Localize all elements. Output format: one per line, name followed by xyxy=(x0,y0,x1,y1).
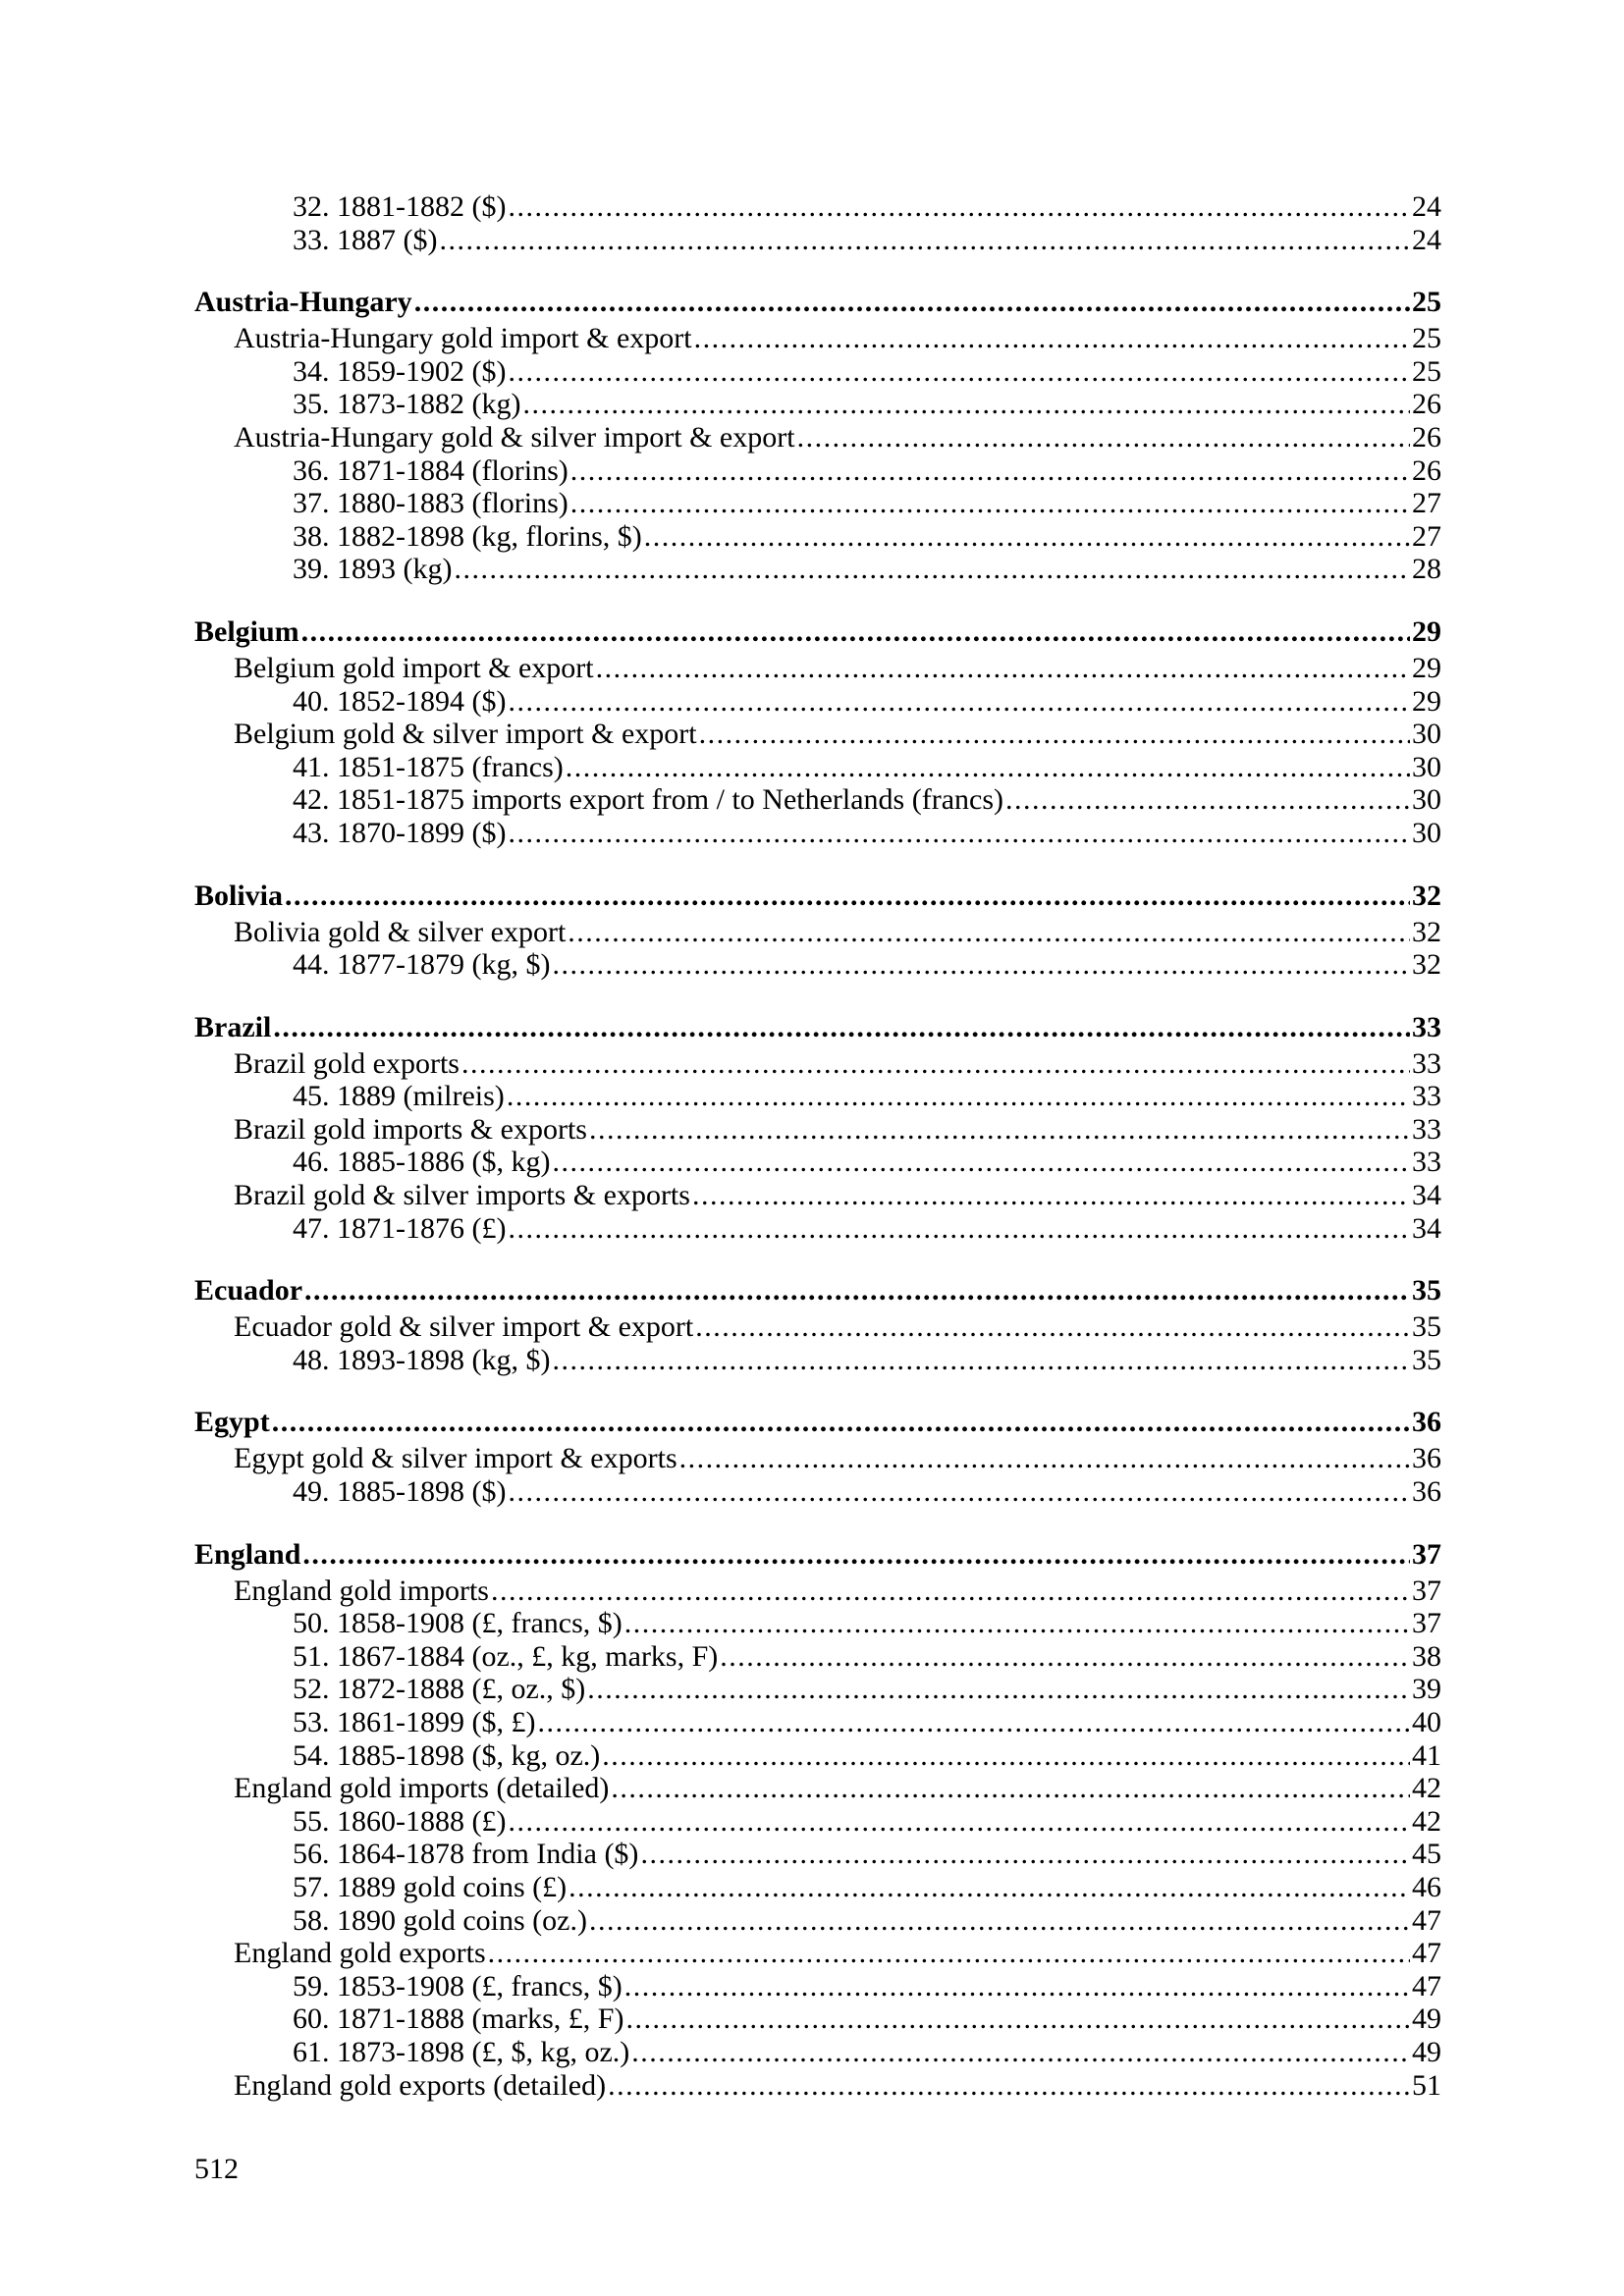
dot-leader xyxy=(570,487,1410,520)
dot-leader xyxy=(273,1010,1410,1045)
toc-entry-page-number: 33 xyxy=(1412,1080,1441,1113)
toc-entry-label: 57. 1889 gold coins (£) xyxy=(293,1870,568,1903)
dot-leader xyxy=(1005,783,1410,817)
toc-entry-page-number: 25 xyxy=(1412,322,1441,355)
toc-entry-page-number: 33 xyxy=(1412,1046,1441,1080)
toc-entry-page-number: 24 xyxy=(1412,223,1441,256)
toc-entry-page-number: 37 xyxy=(1412,1574,1441,1607)
dot-leader xyxy=(304,1273,1410,1308)
toc-table-entry xyxy=(194,1706,1441,1739)
toc-entry-page-number: 47 xyxy=(1412,1903,1441,1937)
toc-entry-label: Brazil gold imports & exports xyxy=(234,1112,587,1146)
toc-entry-page-number: 37 xyxy=(1412,1607,1441,1640)
toc-entry-label: Belgium xyxy=(194,614,299,648)
toc-entry-label: 41. 1851-1875 (francs) xyxy=(293,750,564,783)
toc-entry-label: 44. 1877-1879 (kg, $) xyxy=(293,948,551,982)
toc-table-entry xyxy=(194,1146,1441,1179)
toc-entry-page-number: 35 xyxy=(1412,1274,1441,1308)
toc-table-entry xyxy=(194,1673,1441,1706)
toc-entry-page-number: 25 xyxy=(1412,354,1441,388)
toc-table-entry xyxy=(194,224,1441,257)
toc-subsection-entry xyxy=(194,652,1441,685)
toc-subsection-entry xyxy=(194,1772,1441,1805)
toc-entry-page-number: 36 xyxy=(1412,1475,1441,1509)
toc-table-entry xyxy=(194,1607,1441,1640)
toc-entry-label: 54. 1885-1898 ($, kg, oz.) xyxy=(293,1738,601,1772)
toc-entry-page-number: 33 xyxy=(1412,1112,1441,1146)
toc-entry-page-number: 47 xyxy=(1412,1937,1441,1970)
toc-subsection-entry xyxy=(194,322,1441,355)
toc-entry-label: 38. 1882-1898 (kg, florins, $) xyxy=(293,519,642,553)
dot-leader xyxy=(552,1344,1410,1377)
toc-entry-page-number: 34 xyxy=(1412,1211,1441,1245)
toc-table-entry xyxy=(194,948,1441,982)
toc-section-entry xyxy=(194,1537,1441,1573)
toc-entry-page-number: 49 xyxy=(1412,2035,1441,2068)
toc-entry-page-number: 27 xyxy=(1412,487,1441,520)
toc-entry-page-number: 49 xyxy=(1412,2002,1441,2036)
toc-entry-label: 34. 1859-1902 ($) xyxy=(293,354,507,388)
toc-entry-page-number: 33 xyxy=(1412,1146,1441,1179)
toc-entry-label: Brazil xyxy=(194,1010,272,1043)
toc-entry-page-number: 41 xyxy=(1412,1738,1441,1772)
dot-leader xyxy=(491,1575,1410,1608)
toc-entry-label: 40. 1852-1894 ($) xyxy=(293,684,507,718)
dot-leader xyxy=(570,454,1410,488)
dot-leader xyxy=(522,388,1410,421)
toc-entry-label: 36. 1871-1884 (florins) xyxy=(293,454,568,487)
dot-leader xyxy=(285,879,1410,914)
toc-entry-label: Belgium gold & silver import & export xyxy=(234,718,697,751)
toc-entry-label: 58. 1890 gold coins (oz.) xyxy=(293,1903,587,1937)
toc-entry-label: 55. 1860-1888 (£) xyxy=(293,1804,507,1838)
toc-entry-label: 43. 1870-1899 ($) xyxy=(293,816,507,849)
toc-entry-page-number: 39 xyxy=(1412,1673,1441,1706)
toc-table-entry xyxy=(194,685,1441,719)
toc-entry-label: 46. 1885-1886 ($, kg) xyxy=(293,1146,551,1179)
toc-entry-page-number: 36 xyxy=(1412,1406,1441,1439)
dot-leader xyxy=(302,1537,1410,1573)
toc-entry-page-number: 30 xyxy=(1412,783,1441,817)
toc-entry-label: 52. 1872-1888 (£, oz., $) xyxy=(293,1673,586,1706)
toc-table-entry xyxy=(194,783,1441,817)
dot-leader xyxy=(720,1640,1410,1674)
dot-leader xyxy=(537,1706,1410,1739)
dot-leader xyxy=(797,421,1410,454)
toc-entry-page-number: 32 xyxy=(1412,879,1441,912)
toc-entry-page-number: 33 xyxy=(1412,1010,1441,1043)
toc-table-entry xyxy=(194,355,1441,389)
toc-entry-page-number: 38 xyxy=(1412,1639,1441,1673)
toc-entry-label: 61. 1873-1898 (£, $, kg, oz.) xyxy=(293,2035,630,2068)
toc-entry-label: 39. 1893 (kg) xyxy=(293,553,453,586)
dot-leader xyxy=(624,1607,1410,1640)
toc-table-entry xyxy=(194,817,1441,850)
toc-table-entry xyxy=(194,1871,1441,1904)
toc-entry-label: 53. 1861-1899 ($, £) xyxy=(293,1706,536,1738)
toc-entry-label: Egypt xyxy=(194,1406,270,1439)
dot-leader xyxy=(692,1179,1410,1212)
dot-leader xyxy=(272,1405,1410,1440)
toc-entry-label: 60. 1871-1888 (marks, £, F) xyxy=(293,2002,624,2036)
dot-leader xyxy=(508,1212,1410,1246)
dot-leader xyxy=(699,718,1410,751)
dot-leader xyxy=(508,1475,1410,1509)
toc-section-entry xyxy=(194,285,1441,320)
dot-leader xyxy=(644,520,1410,554)
dot-leader xyxy=(568,916,1410,949)
toc-entry-label: 37. 1880-1883 (florins) xyxy=(293,487,568,520)
toc-entry-page-number: 37 xyxy=(1412,1537,1441,1571)
dot-leader xyxy=(679,1442,1410,1475)
toc-entry-page-number: 32 xyxy=(1412,915,1441,948)
toc-table-entry xyxy=(194,1838,1441,1871)
toc-entry-label: Austria-Hungary gold & silver import & export xyxy=(234,420,795,454)
toc-table-entry xyxy=(194,190,1441,224)
toc-entry-label: England xyxy=(194,1537,301,1571)
toc-section-entry xyxy=(194,1010,1441,1045)
toc-subsection-entry xyxy=(194,1575,1441,1608)
toc-entry-page-number: 27 xyxy=(1412,519,1441,553)
toc-entry-label: 49. 1885-1898 ($) xyxy=(293,1475,507,1509)
toc-entry-page-number: 42 xyxy=(1412,1772,1441,1805)
toc-entry-label: 32. 1881-1882 ($) xyxy=(293,190,507,223)
toc-table-entry xyxy=(194,1904,1441,1938)
toc-table-entry xyxy=(194,1475,1441,1509)
toc-subsection-entry xyxy=(194,1442,1441,1475)
dot-leader xyxy=(488,1937,1410,1970)
toc-entry-label: Bolivia gold & silver export xyxy=(234,915,567,948)
toc-entry-label: Brazil gold exports xyxy=(234,1046,460,1080)
toc-entry-page-number: 46 xyxy=(1412,1870,1441,1903)
toc-table-entry xyxy=(194,1080,1441,1113)
table-of-contents xyxy=(194,190,1441,2102)
toc-entry-page-number: 29 xyxy=(1412,684,1441,718)
toc-entry-page-number: 36 xyxy=(1412,1442,1441,1475)
dot-leader xyxy=(568,1871,1410,1904)
dot-leader xyxy=(301,614,1410,650)
toc-entry-label: 45. 1889 (milreis) xyxy=(293,1080,505,1113)
toc-entry-page-number: 24 xyxy=(1412,190,1441,223)
toc-entry-label: England gold imports (detailed) xyxy=(234,1772,610,1805)
toc-table-entry xyxy=(194,1640,1441,1674)
toc-subsection-entry xyxy=(194,1179,1441,1212)
toc-table-entry xyxy=(194,1212,1441,1246)
dot-leader xyxy=(414,285,1410,320)
toc-entry-page-number: 25 xyxy=(1412,286,1441,319)
toc-entry-label: 51. 1867-1884 (oz., £, kg, marks, F) xyxy=(293,1639,719,1673)
toc-entry-page-number: 30 xyxy=(1412,816,1441,849)
toc-table-entry xyxy=(194,388,1441,421)
toc-entry-page-number: 28 xyxy=(1412,553,1441,586)
toc-table-entry xyxy=(194,454,1441,488)
dot-leader xyxy=(611,1772,1410,1805)
toc-entry-page-number: 45 xyxy=(1412,1838,1441,1871)
page-number: 512 xyxy=(194,2153,239,2185)
dot-leader xyxy=(507,1080,1410,1113)
dot-leader xyxy=(602,1739,1410,1773)
dot-leader xyxy=(552,1146,1410,1179)
toc-entry-page-number: 32 xyxy=(1412,948,1441,982)
dot-leader xyxy=(439,224,1410,257)
toc-table-entry xyxy=(194,751,1441,784)
toc-entry-page-number: 26 xyxy=(1412,388,1441,421)
toc-table-entry xyxy=(194,1739,1441,1773)
toc-entry-label: 48. 1893-1898 (kg, $) xyxy=(293,1343,551,1376)
toc-entry-label: Austria-Hungary gold import & export xyxy=(234,322,692,355)
dot-leader xyxy=(508,190,1410,224)
dot-leader xyxy=(454,553,1410,586)
toc-subsection-entry xyxy=(194,1047,1441,1081)
toc-entry-page-number: 29 xyxy=(1412,651,1441,684)
toc-entry-label: Austria-Hungary xyxy=(194,286,412,319)
toc-table-entry xyxy=(194,2036,1441,2069)
toc-subsection-entry xyxy=(194,1310,1441,1344)
dot-leader xyxy=(640,1838,1410,1871)
toc-entry-label: Brazil gold & silver imports & exports xyxy=(234,1179,690,1212)
dot-leader xyxy=(566,751,1410,784)
dot-leader xyxy=(625,2002,1410,2036)
dot-leader xyxy=(461,1047,1410,1081)
dot-leader xyxy=(508,817,1410,850)
toc-section-entry xyxy=(194,614,1441,650)
toc-entry-label: England gold imports xyxy=(234,1574,489,1607)
toc-subsection-entry xyxy=(194,916,1441,949)
toc-entry-label: Ecuador xyxy=(194,1274,303,1308)
toc-entry-label: 42. 1851-1875 imports export from / to Netherlands (francs) xyxy=(293,783,1003,817)
dot-leader xyxy=(589,1113,1410,1147)
toc-entry-label: England gold exports (detailed) xyxy=(234,2068,607,2102)
dot-leader xyxy=(596,652,1410,685)
toc-section-entry xyxy=(194,1405,1441,1440)
toc-entry-label: England gold exports xyxy=(234,1937,486,1970)
toc-section-entry xyxy=(194,879,1441,914)
toc-entry-label: Ecuador gold & silver import & export xyxy=(234,1310,694,1344)
toc-entry-page-number: 26 xyxy=(1412,420,1441,454)
toc-entry-page-number: 30 xyxy=(1412,750,1441,783)
toc-entry-page-number: 26 xyxy=(1412,454,1441,487)
toc-subsection-entry xyxy=(194,718,1441,751)
toc-subsection-entry xyxy=(194,2069,1441,2103)
toc-entry-page-number: 35 xyxy=(1412,1310,1441,1344)
toc-entry-page-number: 42 xyxy=(1412,1804,1441,1838)
toc-table-entry xyxy=(194,520,1441,554)
dot-leader xyxy=(589,1904,1410,1938)
toc-entry-label: 35. 1873-1882 (kg) xyxy=(293,388,521,421)
toc-entry-label: 56. 1864-1878 from India ($) xyxy=(293,1838,639,1871)
dot-leader xyxy=(631,2036,1410,2069)
toc-table-entry xyxy=(194,2002,1441,2036)
toc-entry-label: Bolivia xyxy=(194,879,284,912)
dot-leader xyxy=(695,1310,1410,1344)
toc-subsection-entry xyxy=(194,1937,1441,1970)
toc-entry-page-number: 35 xyxy=(1412,1343,1441,1376)
dot-leader xyxy=(608,2069,1410,2103)
toc-entry-label: 33. 1887 ($) xyxy=(293,223,438,256)
toc-table-entry xyxy=(194,1970,1441,2003)
toc-table-entry xyxy=(194,1805,1441,1839)
toc-entry-page-number: 51 xyxy=(1412,2068,1441,2102)
dot-leader xyxy=(624,1970,1410,2003)
toc-subsection-entry xyxy=(194,421,1441,454)
dot-leader xyxy=(508,685,1410,719)
toc-entry-page-number: 30 xyxy=(1412,718,1441,751)
toc-entry-page-number: 40 xyxy=(1412,1706,1441,1738)
dot-leader xyxy=(508,355,1410,389)
toc-table-entry xyxy=(194,487,1441,520)
dot-leader xyxy=(587,1673,1410,1706)
toc-entry-page-number: 29 xyxy=(1412,614,1441,648)
toc-entry-label: 50. 1858-1908 (£, francs, $) xyxy=(293,1607,623,1640)
toc-table-entry xyxy=(194,553,1441,586)
toc-entry-label: Belgium gold import & export xyxy=(234,651,594,684)
toc-entry-label: Egypt gold & silver import & exports xyxy=(234,1442,677,1475)
toc-table-entry xyxy=(194,1344,1441,1377)
toc-section-entry xyxy=(194,1273,1441,1308)
toc-entry-page-number: 47 xyxy=(1412,1969,1441,2002)
toc-subsection-entry xyxy=(194,1113,1441,1147)
dot-leader xyxy=(508,1805,1410,1839)
dot-leader xyxy=(552,948,1410,982)
toc-entry-label: 59. 1853-1908 (£, francs, $) xyxy=(293,1969,623,2002)
toc-entry-page-number: 34 xyxy=(1412,1179,1441,1212)
toc-entry-label: 47. 1871-1876 (£) xyxy=(293,1211,507,1245)
dot-leader xyxy=(694,322,1410,355)
